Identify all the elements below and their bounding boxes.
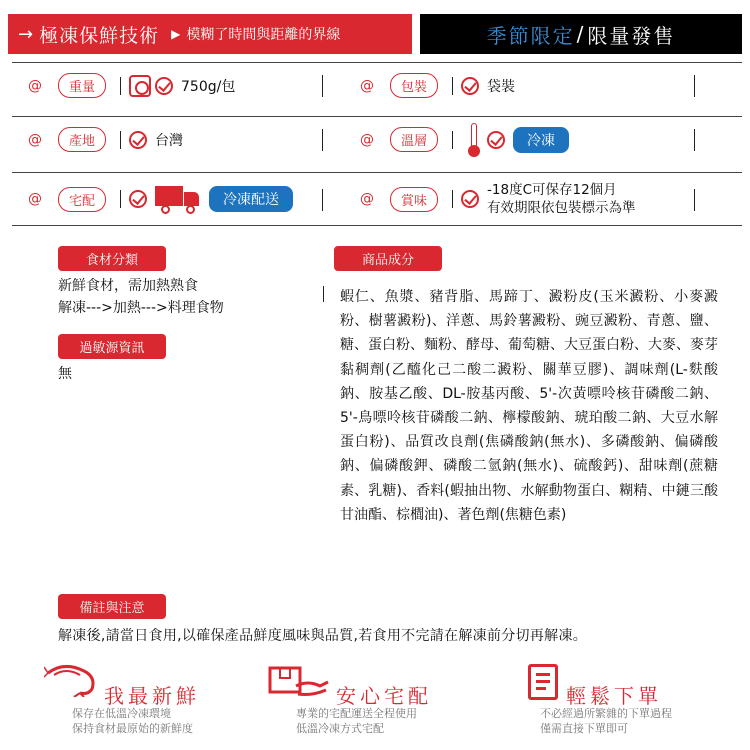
check-icon xyxy=(487,131,505,149)
divider xyxy=(120,131,121,149)
column-divider xyxy=(694,75,695,97)
triangle-icon: ▶ xyxy=(171,27,181,41)
divider xyxy=(452,131,453,149)
spec-delivery xyxy=(28,173,293,225)
arrow-icon: → xyxy=(18,23,34,45)
at-icon: @ xyxy=(28,191,42,207)
feature-fresh-title: 我最新鮮 xyxy=(104,684,200,708)
spec-row-weight-package xyxy=(12,62,742,108)
header-banner-right xyxy=(420,14,742,54)
feature-delivery-title: 安心宅配 xyxy=(336,684,432,708)
check-icon xyxy=(129,131,147,149)
allergen-tag: 過敏源資訊 xyxy=(58,334,166,359)
delivery-label: 宅配 xyxy=(58,187,106,212)
spec-weight xyxy=(28,63,235,108)
limited-sale-text: 限量發售 xyxy=(587,23,676,48)
shelf-life-value xyxy=(487,181,636,217)
feature-order-title: 輕鬆下單 xyxy=(566,684,662,708)
weight-value: 750g/包 xyxy=(181,78,236,95)
scale-icon xyxy=(129,75,151,97)
season-limited-text: 季節限定 xyxy=(486,23,575,48)
temperature-label: 溫層 xyxy=(390,127,438,152)
spec-shelf-life xyxy=(360,173,636,225)
feature-fresh-sub1: 保存在低溫冷凍環境 xyxy=(72,707,171,720)
shelf-life-line1: -18度C可保存12個月 xyxy=(487,182,617,198)
feature-delivery-sub2: 低溫冷凍方式宅配 xyxy=(296,722,384,735)
column-divider xyxy=(322,129,323,151)
check-icon xyxy=(129,190,147,208)
thermometer-icon xyxy=(467,123,481,157)
check-icon xyxy=(461,190,479,208)
column-divider xyxy=(322,75,323,97)
at-icon: @ xyxy=(28,131,42,148)
category-tag: 食材分類 xyxy=(58,246,166,271)
spec-row-origin-temp xyxy=(12,116,742,162)
notes-text: 解凍後,請當日食用,以確保產品鮮度風味與品質,若食用不完請在解凍前分切再解凍。 xyxy=(58,628,588,644)
divider xyxy=(323,286,324,302)
spec-package xyxy=(360,63,515,108)
package-value: 袋裝 xyxy=(487,78,516,95)
spec-temperature xyxy=(360,117,569,162)
divider xyxy=(120,190,121,208)
divider xyxy=(452,190,453,208)
divider xyxy=(452,77,453,95)
column-divider xyxy=(694,129,695,151)
ingredients-tag: 商品成分 xyxy=(334,246,442,271)
feature-order-sub2: 僅需直接下單即可 xyxy=(540,722,628,735)
origin-value: 台灣 xyxy=(155,132,184,149)
frozen-delivery-tag: 冷凍配送 xyxy=(209,186,293,212)
shelf-life-label: 賞味 xyxy=(390,187,438,212)
spec-row-delivery-shelf xyxy=(12,172,742,226)
package-label: 包裝 xyxy=(390,73,438,98)
spec-origin xyxy=(28,117,183,162)
column-divider xyxy=(322,189,323,211)
category-line2: 解凍--->加熱--->料理食物 xyxy=(58,300,224,316)
header-title: 極凍保鮮技術 xyxy=(39,24,160,47)
shelf-life-line2: 有效期限依包裝標示為準 xyxy=(487,200,636,216)
order-form-icon xyxy=(528,664,558,700)
frozen-tag: 冷凍 xyxy=(513,127,569,153)
header-slash: / xyxy=(576,22,586,46)
ingredients-text: 蝦仁、魚漿、豬背脂、馬蹄丁、澱粉皮(玉米澱粉、小麥澱粉、樹薯澱粉)、洋蔥、馬鈴薯澱粉、豌豆澱粉、青蔥、鹽、糖、蛋白粉、麵粉、酵母、葡萄糖、大豆蛋白粉、大麥、麥芽黏稠劑(乙醯化己二酸二澱粉、關華豆膠)、調味劑(L-麩酸鈉、胺基乙酸、DL-胺基丙酸、5'-次黃嘌呤核苷磷酸二鈉、5'-鳥嘌呤核苷磷酸二鈉、檸檬酸鈉、琥珀酸二鈉、大豆水解蛋白粉)、品質改良劑(焦磷酸鈉(無水)、多磷酸鈉、偏磷酸鈉、偏磷酸鉀、磷酸二氫鈉(無水)、硫酸鈣)、甜味劑(蔗糖素、乳糖)、香料(蝦抽出物、水解動物蛋白、糊精、中鏈三酸甘油酯、棕櫚油)、著色劑(焦糖色素) xyxy=(340,289,718,523)
feature-order-sub1: 不必經過所繁雜的下單過程 xyxy=(540,707,672,720)
header-banner-left xyxy=(8,14,412,54)
column-divider xyxy=(694,189,695,211)
at-icon: @ xyxy=(360,191,374,207)
allergen-value: 無 xyxy=(58,366,72,382)
origin-label: 產地 xyxy=(58,127,106,152)
at-icon: @ xyxy=(360,131,374,148)
feature-delivery-sub1: 專業的宅配運送全程使用 xyxy=(296,707,417,720)
delivery-box-icon xyxy=(268,666,330,700)
header-subtitle: 模糊了時間與距離的界線 xyxy=(186,27,341,43)
divider xyxy=(120,77,121,95)
check-icon xyxy=(155,77,173,95)
category-line1: 新鮮食材，需加熱熟食 xyxy=(58,278,198,294)
shrimp-icon xyxy=(44,663,100,697)
at-icon: @ xyxy=(360,77,374,94)
feature-fresh-sub2: 保持食材最原始的新鮮度 xyxy=(72,722,193,735)
notes-tag: 備註與注意 xyxy=(58,594,166,619)
check-icon xyxy=(461,77,479,95)
at-icon: @ xyxy=(28,77,42,94)
truck-icon xyxy=(155,184,201,214)
weight-label: 重量 xyxy=(58,73,106,98)
